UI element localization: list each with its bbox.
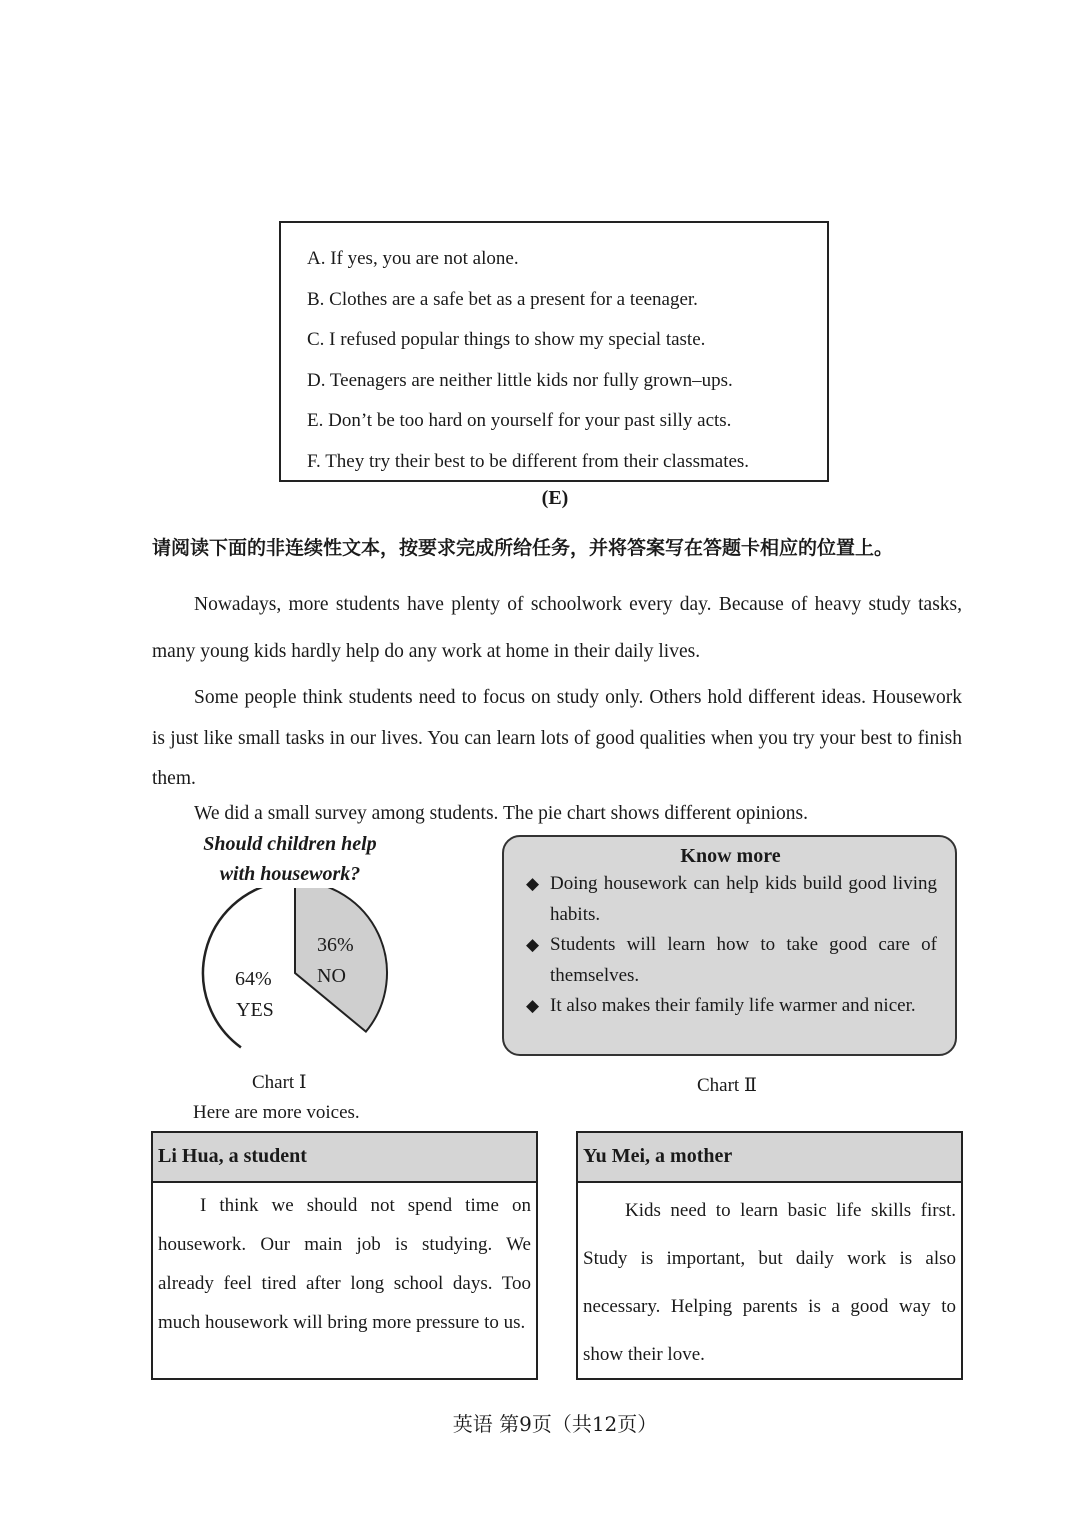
- pie-chart-title-line-1: Should children help: [203, 833, 377, 855]
- option-a: A. If yes, you are not alone.: [307, 248, 519, 269]
- know-more-item: [524, 869, 937, 930]
- option-f: F. They try their best to be different from their classmates.: [307, 450, 750, 472]
- chart-2-caption: Chart Ⅱ: [697, 1075, 757, 1096]
- diamond-bullet-icon: ◆: [526, 996, 540, 1015]
- know-more-item-text: Students will learn how to take good care of themselves.: [550, 934, 937, 986]
- instruction-text: 请阅读下面的非连续性文本，按要求完成所给任务，并将答案写在答题卡相应的位置上。: [152, 537, 894, 559]
- voice-box-yu-mei: [576, 1131, 963, 1380]
- options-box: [279, 221, 829, 482]
- pie-chart-title: [180, 829, 400, 889]
- pie-chart: [195, 888, 395, 1068]
- know-more-item-text: Doing housework can help kids build good living habits.: [550, 873, 937, 925]
- pie-chart-title-line-2: with housework?: [219, 863, 361, 885]
- know-more-box: [502, 835, 957, 1056]
- option-d: D. Teenagers are neither little kids nor fully grown–ups.: [307, 369, 733, 391]
- paragraph-1: Nowadays, more students have plenty of schoolwork every day. Because of heavy study tasks, many young kids hardly help do any work at home in their daily lives.: [152, 594, 962, 662]
- section-label: (E): [541, 487, 569, 509]
- paragraph-3: We did a small survey among students. The pie chart shows different opinions.: [194, 803, 809, 824]
- page-footer: 英语 第9页（共12页）: [452, 1412, 658, 1436]
- voices-intro: Here are more voices.: [193, 1102, 360, 1123]
- voice-speaker: Yu Mei, a mother: [578, 1133, 961, 1183]
- option-e: E. Don’t be too hard on yourself for your past silly acts.: [307, 410, 732, 432]
- pie-label-yes: YES: [236, 999, 274, 1021]
- know-more-item: [524, 930, 937, 991]
- diamond-bullet-icon: ◆: [526, 935, 540, 954]
- know-more-item-text: It also makes their family life warmer and nicer.: [550, 995, 916, 1016]
- know-more-title: Know more: [680, 845, 781, 867]
- paragraph-2: Some people think students need to focus on study only. Others hold different ideas. Housework is just like small tasks in our lives. You can learn lots of good qualities when you try your best to finish them.: [152, 687, 962, 789]
- option-c: C. I refused popular things to show my special taste.: [307, 329, 706, 351]
- voice-box-li-hua: [151, 1131, 538, 1380]
- chart-1-caption: Chart Ⅰ: [252, 1072, 307, 1093]
- option-b: B. Clothes are a safe bet as a present for a teenager.: [307, 288, 698, 310]
- know-more-item: [524, 991, 937, 1022]
- voice-text: I think we should not spend time on housework. Our main job is studying. We already feel tired after long school days. Too much housework will bring more pressure to us.: [158, 1195, 531, 1333]
- voice-speaker: Li Hua, a student: [153, 1133, 536, 1183]
- pie-label-no: NO: [317, 965, 346, 987]
- diamond-bullet-icon: ◆: [526, 874, 540, 893]
- voice-text: Kids need to learn basic life skills first. Study is important, but daily work is also necessary. Helping parents is a good way to show their love.: [583, 1200, 956, 1365]
- pie-label-no-percent: 36%: [317, 934, 354, 956]
- pie-label-yes-percent: 64%: [235, 968, 272, 990]
